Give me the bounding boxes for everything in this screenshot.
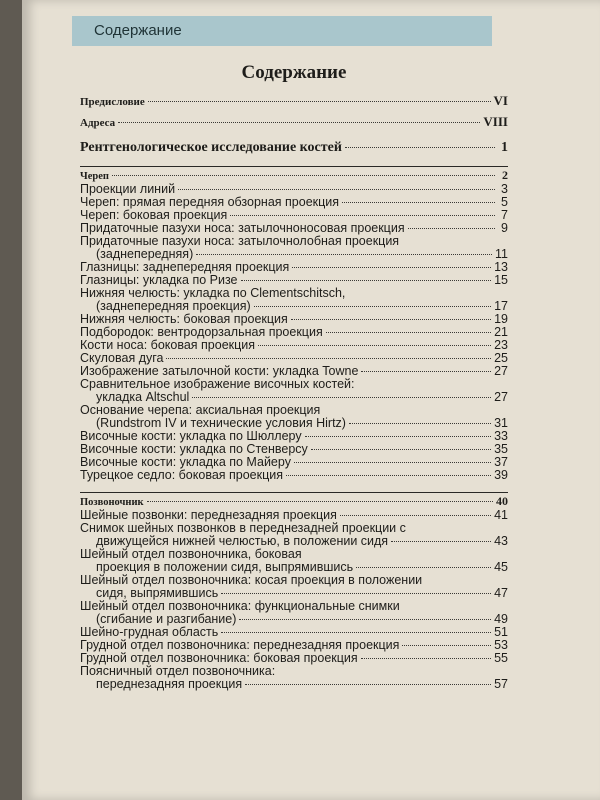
leader-dots: [230, 215, 495, 216]
entry-page: 11: [495, 247, 508, 261]
entry-title: (заднепередняя): [96, 247, 194, 261]
entry-page: 19: [494, 312, 508, 326]
entry-page: 57: [494, 677, 508, 691]
entry-page: 47: [494, 586, 508, 600]
leader-dots: [391, 541, 491, 542]
leader-dots: [340, 515, 491, 516]
entry-title: Предисловие: [80, 96, 145, 108]
entry-page: 1: [501, 140, 508, 155]
entry-page: 9: [501, 221, 508, 235]
leader-dots: [112, 175, 495, 176]
entry-title-line: Снимок шейных позвонков в переднезадней проекции с: [80, 521, 406, 535]
leader-dots: [241, 280, 492, 281]
toc-entry: [80, 665, 508, 691]
entry-page: 51: [494, 625, 508, 639]
entry-title: сидя, выпрямившись: [96, 586, 219, 600]
entry-row: [80, 469, 508, 482]
entry-page: 37: [494, 455, 508, 469]
entry-title: (заднепередняя проекция): [96, 299, 251, 313]
entry-page: 15: [494, 273, 508, 287]
leader-dots: [245, 684, 491, 685]
entry-page: 13: [494, 260, 508, 274]
section-rule: [80, 166, 508, 167]
leader-dots: [326, 332, 491, 333]
entry-page: VI: [493, 93, 508, 108]
leader-dots: [361, 658, 491, 659]
entry-page: 25: [494, 351, 508, 365]
entry-page: 23: [494, 338, 508, 352]
entry-page: 7: [501, 208, 508, 222]
toc-front-entry: [80, 115, 508, 130]
entry-title-line: Шейный отдел позвоночника, боковая: [80, 547, 302, 561]
entry-page: 17: [494, 299, 508, 313]
leader-dots: [294, 462, 491, 463]
running-header: [72, 16, 492, 46]
entry-page: 27: [494, 390, 508, 404]
entry-title: Кости носа: боковая проекция: [80, 338, 256, 352]
entry-title: переднезадняя проекция: [96, 677, 243, 691]
toc-entry: [80, 522, 508, 548]
leader-dots: [254, 306, 491, 307]
entry-page: 49: [494, 612, 508, 626]
entry-title: Проекции линий: [80, 182, 176, 196]
section-title: Позвоночник: [80, 497, 144, 508]
entry-title: Глазницы: укладка по Ризе: [80, 273, 238, 287]
leader-dots: [311, 449, 491, 450]
entry-title: Шейные позвонки: переднезадняя проекция: [80, 508, 337, 522]
entry-page: VIII: [483, 114, 508, 129]
entry-page: 21: [494, 325, 508, 339]
leader-dots: [196, 254, 492, 255]
leader-dots: [118, 122, 480, 123]
entry-title-line: Шейный отдел позвоночника: функциональные снимки: [80, 599, 400, 613]
leader-dots: [361, 371, 491, 372]
toc-entry: [80, 404, 508, 430]
entry-page: 31: [494, 416, 508, 430]
entry-title: Адреса: [80, 117, 116, 129]
entry-title: Изображение затылочной кости: укладка Towne: [80, 364, 359, 378]
entry-title: Височные кости: укладка по Майеру: [80, 455, 291, 469]
leader-dots: [148, 101, 491, 102]
entry-title: движущейся нижней челюстью, в положении сидя: [96, 534, 389, 548]
entry-title: Скуловая дуга: [80, 351, 164, 365]
entry-title: укладка Altschul: [96, 390, 190, 404]
section-rule: [80, 492, 508, 493]
entry-title-line: Поясничный отдел позвоночника:: [80, 664, 276, 678]
entry-title-line: Нижняя челюсть: укладка по Clementschitsch,: [80, 286, 346, 300]
leader-dots: [166, 358, 491, 359]
entry-page: 53: [494, 638, 508, 652]
leader-dots: [291, 319, 491, 320]
leader-dots: [402, 645, 491, 646]
toc-entry: [80, 574, 508, 600]
leader-dots: [178, 189, 495, 190]
leader-dots: [408, 228, 495, 229]
leader-dots: [221, 632, 491, 633]
entry-title: проекция в положении сидя, выпрямившись: [96, 560, 354, 574]
leader-dots: [305, 436, 491, 437]
entry-title: Височные кости: укладка по Стенверсу: [80, 442, 308, 456]
leader-dots: [239, 619, 491, 620]
toc-entry: [80, 378, 508, 404]
toc-front-entry: [80, 94, 508, 109]
entry-title-line: Шейный отдел позвоночника: косая проекция в положении: [80, 573, 423, 587]
entry-title: Подбородок: вентродорзальная проекция: [80, 325, 323, 339]
entry-title: (сгибание и разгибание): [96, 612, 237, 626]
entry-title: Череп: боковая проекция: [80, 208, 228, 222]
entry-page: 55: [494, 651, 508, 665]
leader-dots: [147, 501, 493, 502]
entry-title: Нижняя челюсть: боковая проекция: [80, 312, 288, 326]
leader-dots: [345, 147, 495, 148]
entry-row: [80, 678, 508, 691]
toc-entry: [80, 235, 508, 261]
toc-entry: [80, 287, 508, 313]
entry-title: Турецкое седло: боковая проекция: [80, 468, 284, 482]
entry-page: 33: [494, 429, 508, 443]
leader-dots: [258, 345, 491, 346]
entry-title-line: Сравнительное изображение височных костей:: [80, 377, 355, 391]
section-page: 2: [502, 168, 508, 182]
toc-major-section: [80, 140, 508, 156]
entry-page: 27: [494, 364, 508, 378]
entry-title: Грудной отдел позвоночника: переднезадняя проекция: [80, 638, 400, 652]
entry-page: 39: [494, 468, 508, 482]
leader-dots: [221, 593, 491, 594]
entry-page: 35: [494, 442, 508, 456]
entry-page: 41: [494, 508, 508, 522]
toc-section-heading-skull: [80, 169, 508, 183]
toc-list-spine: [80, 509, 508, 691]
running-header-label: Содержание: [94, 22, 182, 39]
toc-section-heading-spine: [80, 495, 508, 509]
toc-entry: [80, 548, 508, 574]
entry-title: Рентгенологическое исследование костей: [80, 140, 342, 155]
entry-title: Грудной отдел позвоночника: боковая проекция: [80, 651, 358, 665]
toc-content: [80, 62, 508, 691]
toc-entry: [80, 600, 508, 626]
leader-dots: [192, 397, 491, 398]
leader-dots: [342, 202, 495, 203]
entry-title-line: Придаточные пазухи носа: затылочнолобная проекция: [80, 234, 400, 248]
entry-title: Височные кости: укладка по Шюллеру: [80, 429, 302, 443]
entry-title: Череп: прямая передняя обзорная проекция: [80, 195, 340, 209]
leader-dots: [286, 475, 491, 476]
leader-dots: [349, 423, 491, 424]
entry-page: 45: [494, 560, 508, 574]
toc-list-skull: [80, 183, 508, 482]
entry-title: Шейно-грудная область: [80, 625, 219, 639]
entry-title: (Rundstrom IV и технические условия Hirtz): [96, 416, 346, 430]
section-title: Череп: [80, 171, 109, 182]
entry-title: Глазницы: заднепередняя проекция: [80, 260, 290, 274]
leader-dots: [356, 567, 491, 568]
entry-page: 43: [494, 534, 508, 548]
entry-page: 3: [501, 182, 508, 196]
toc-title: Содержание: [241, 62, 347, 83]
entry-page: 5: [501, 195, 508, 209]
entry-title: Придаточные пазухи носа: затылочноносовая проекция: [80, 221, 405, 235]
toc-entry: [80, 469, 508, 482]
leader-dots: [292, 267, 491, 268]
book-page: [22, 0, 600, 800]
entry-title-line: Основание черепа: аксиальная проекция: [80, 403, 321, 417]
section-page: 40: [496, 494, 508, 508]
